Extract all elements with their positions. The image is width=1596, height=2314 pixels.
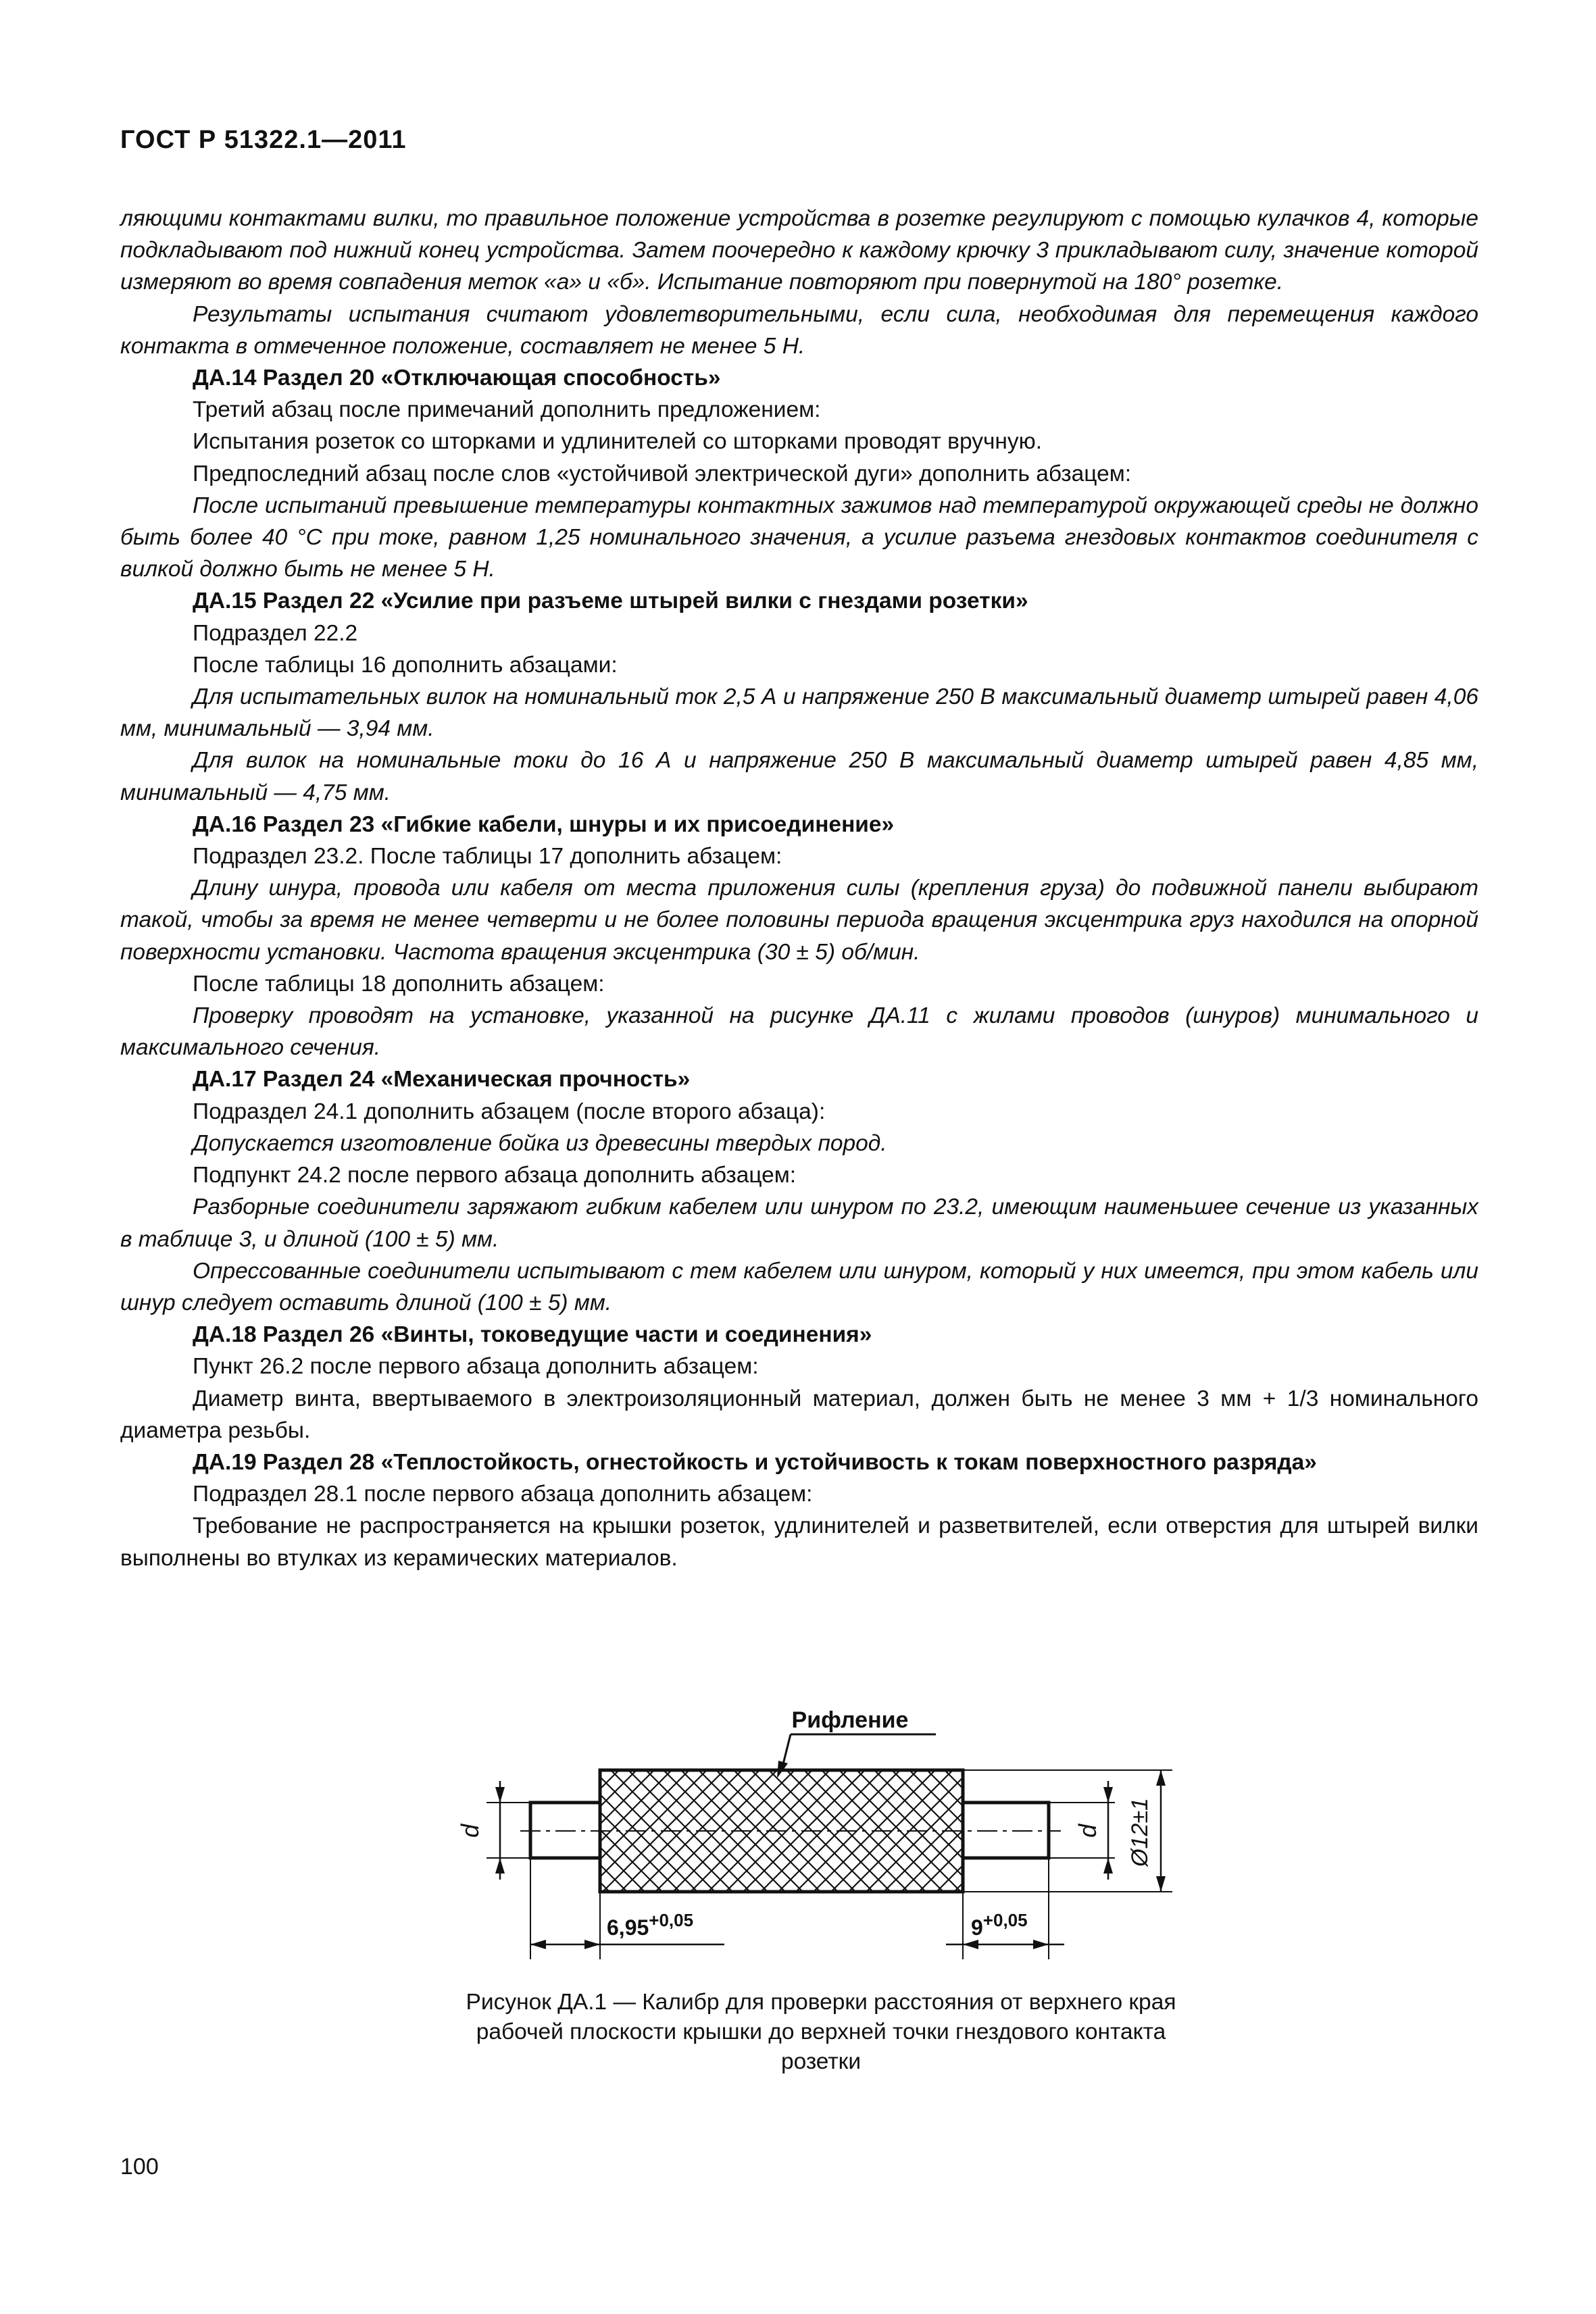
paragraph: Предпоследний абзац после слов «устойчивой электрической дуги» дополнить абзацем:	[193, 461, 1132, 486]
d-right-label: d	[1074, 1823, 1101, 1838]
paragraph: Подраздел 22.2	[193, 620, 358, 646]
paragraph: Пункт 26.2 после первого абзаца дополнить абзацем:	[193, 1354, 759, 1380]
paragraph: Подраздел 23.2. После таблицы 17 дополнить абзацем:	[193, 844, 782, 870]
section-heading: ДА.16 Раздел 23 «Гибкие кабели, шнуры и их присоединение»	[193, 811, 895, 837]
knurl-label: Рифление	[791, 1707, 909, 1733]
page-number: 100	[120, 2154, 159, 2180]
right-length-value: 9	[971, 1915, 983, 1940]
paragraph: После таблицы 16 дополнить абзацами:	[193, 652, 618, 678]
paragraph: Допускается изготовление бойка из древесины твердых пород.	[193, 1130, 887, 1156]
paragraph: Длину шнура, провода или кабеля от места приложения силы (крепления груза) до подвижной панели выбирают такой, чтобы за время не менее четверти и не более половины периода вращения эксцентрика груз находился на опорной поверхности установки. Частота вращения эксцентрика (30 ± 5) об/мин.	[120, 876, 1478, 965]
paragraph: Третий абзац после примечаний дополнить предложением:	[193, 397, 821, 423]
left-length-tolerance: +0,05	[649, 1910, 694, 1930]
paragraph: Результаты испытания считают удовлетворительными, если сила, необходимая для перемещения каждого контакта в отмеченное положение, составляет не менее 5 Н.	[120, 301, 1478, 359]
left-length-value: 6,95	[607, 1915, 649, 1940]
svg-text:6,95+0,05	[607, 1910, 693, 1940]
d-left-label: d	[456, 1823, 484, 1838]
paragraph: Подраздел 24.1 дополнить абзацем (после второго абзаца):	[193, 1099, 826, 1124]
svg-text:9+0,05	[971, 1910, 1028, 1940]
paragraph: Разборные соединители заряжают гибким кабелем или шнуром по 23.2, имеющим наименьшее сечение из указанных в таблице 3, и длиной (100 ± 5) мм.	[120, 1194, 1478, 1252]
diameter-label: Ø12±1	[1127, 1798, 1153, 1867]
paragraph: Подпункт 24.2 после первого абзаца дополнить абзацем:	[193, 1163, 797, 1188]
section-heading: ДА.17 Раздел 24 «Механическая прочность»	[193, 1067, 691, 1092]
paragraph: Для вилок на номинальные токи до 16 А и напряжение 250 В максимальный диаметр штырей равен 4,85 мм, минимальный — 4,75 мм.	[120, 748, 1478, 805]
paragraph: После испытаний превышение температуры контактных зажимов над температурой окружающей среды не должно быть более 40 °С при токе, равном 1,25 номинального значения, а усилие разъема гнездовых контактов соединителя с вилкой должно быть не менее 5 Н.	[120, 493, 1478, 582]
paragraph: Опрессованные соединители испытывают с тем кабелем или шнуром, который у них имеется, при этом кабель или шнур следует оставить длиной (100 ± 5) мм.	[120, 1258, 1478, 1315]
paragraph: ляющими контактами вилки, то правильное положение устройства в розетке регулируют с помощью кулачков 4, которые подкладывают под нижний конец устройства. Затем поочередно к каждому крючку 3 прикладывают силу, значение которой измеряют во время совпадения меток «а» и «б». Испытание повторяют при повернутой на 180° розетке.	[120, 206, 1478, 295]
paragraph: Проверку проводят на установке, указанной на рисунке ДА.11 с жилами проводов (шнуров) минимального и максимального сечения.	[120, 1003, 1478, 1061]
paragraph: Испытания розеток со шторками и удлинителей со шторками проводят вручную.	[193, 429, 1043, 455]
paragraph: Требование не распространяется на крышки розеток, удлинителей и разветвителей, если отверстия для штырей вилки выполнены во втулках из керамических материалов.	[120, 1513, 1478, 1571]
right-length-tolerance: +0,05	[982, 1910, 1028, 1930]
paragraph: После таблицы 18 дополнить абзацем:	[193, 971, 605, 997]
section-heading: ДА.15 Раздел 22 «Усилие при разъеме штырей вилки с гнездами розетки»	[193, 588, 1028, 614]
section-heading: ДА.18 Раздел 26 «Винты, токоведущие части и соединения»	[193, 1322, 872, 1348]
figure-caption: Рисунок ДА.1 — Калибр для проверки расстояния от верхнего края рабочей плоскости крышки до верхней точки гнездового контакта розетки	[466, 1990, 1176, 2074]
paragraph: Подраздел 28.1 после первого абзаца дополнить абзацем:	[193, 1482, 813, 1507]
paragraph: Для испытательных вилок на номинальный ток 2,5 А и напряжение 250 В максимальный диаметр штырей равен 4,06 мм, минимальный — 3,94 мм.	[120, 684, 1478, 742]
paragraph: Диаметр винта, ввертываемого в электроизоляционный материал, должен быть не менее 3 мм + 1/3 номинального диаметра резьбы.	[120, 1386, 1478, 1443]
section-heading: ДА.14 Раздел 20 «Отключающая способность»	[193, 366, 721, 391]
document-header: ГОСТ Р 51322.1—2011	[120, 126, 407, 154]
section-heading: ДА.19 Раздел 28 «Теплостойкость, огнестойкость и устойчивость к токам поверхностного разряда»	[193, 1449, 1317, 1475]
